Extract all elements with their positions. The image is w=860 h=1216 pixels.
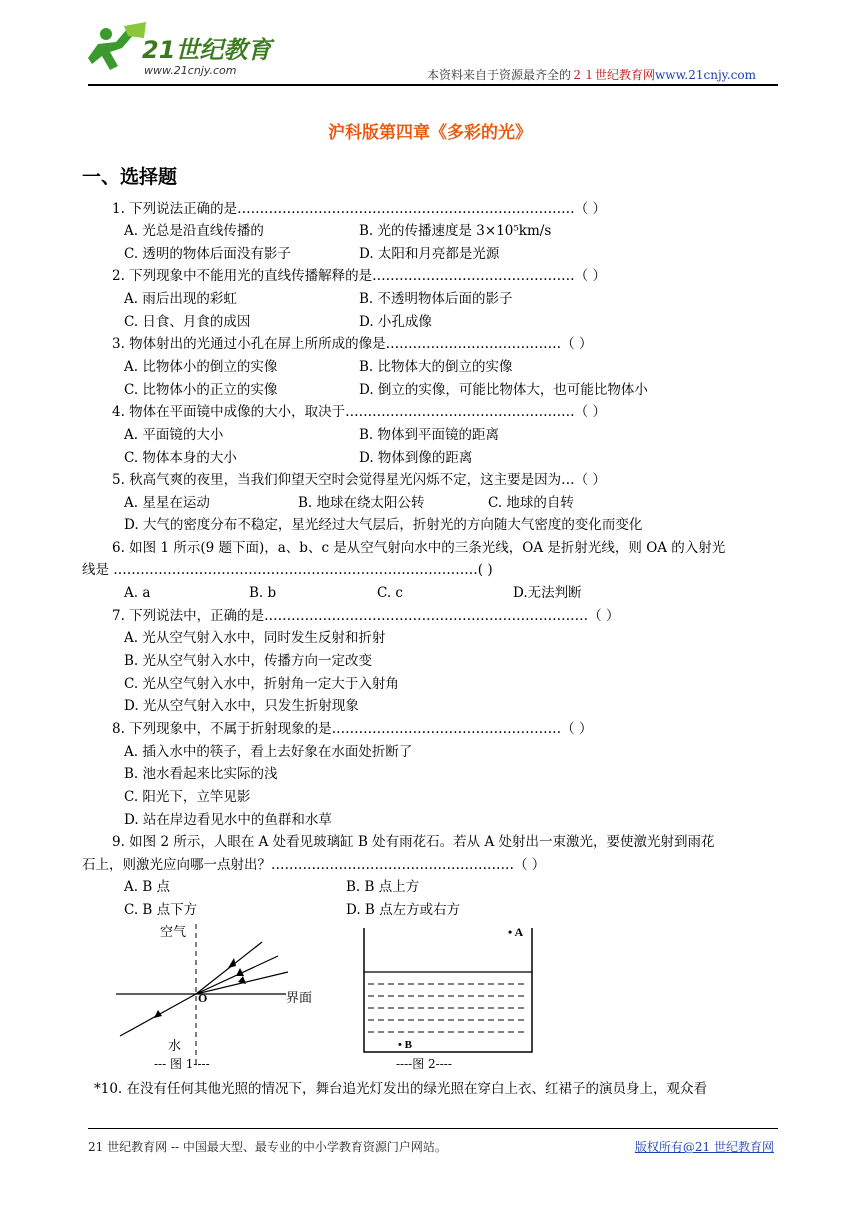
- text-line: 线是 ………………………………………………………………………( ): [82, 562, 493, 578]
- text-line: D. 倒立的实像，可能比物体大，也可能比物体小: [359, 382, 648, 398]
- text-line: 8. 下列现象中，不属于折射现象的是……………………………………………（ ）: [112, 721, 593, 737]
- air-label: 空气: [160, 925, 187, 940]
- text-line: A. 平面镜的大小: [124, 427, 224, 443]
- text-line: C. B 点下方: [124, 902, 198, 918]
- text-line: C. 日食、月食的成因: [124, 314, 251, 330]
- text-line: C. 比物体小的正立的实像: [124, 382, 278, 398]
- text-line: B. 物体到平面镜的距离: [359, 427, 500, 443]
- svg-text:21世纪教育: 21世纪教育: [142, 36, 272, 64]
- text-line: D. 站在岸边看见水中的鱼群和水草: [124, 812, 332, 828]
- text-line: A. 光从空气射入水中，同时发生反射和折射: [124, 630, 386, 646]
- text-line: 9. 如图 2 所示，人眼在 A 处看见玻璃缸 B 处有雨花石。若从 A 处射出一束激光，要使激光射到雨花: [112, 834, 715, 850]
- text-line: C. 物体本身的大小: [124, 450, 237, 466]
- figure-2-caption: ----图 2----: [396, 1057, 452, 1071]
- text-line: B. 光的传播速度是 3×10⁵km/s: [359, 223, 552, 239]
- text-line: 1. 下列说法正确的是…………………………………………………………………（ ）: [112, 201, 606, 217]
- point-a-label: • A: [508, 925, 524, 939]
- footer-rule: [88, 1128, 778, 1129]
- text-line: D.无法判断: [513, 585, 582, 601]
- text-line: D. 太阳和月亮都是光源: [359, 246, 500, 262]
- text-line: B. 池水看起来比实际的浅: [124, 766, 278, 782]
- text-line: 石上，则激光应向哪一点射出？………………………………………………（ ）: [82, 857, 546, 873]
- site-logo: [88, 22, 288, 82]
- svg-text:www.21cnjy.com: www.21cnjy.com: [144, 64, 237, 77]
- text-line: B. 不透明物体后面的影子: [359, 291, 513, 307]
- text-line: C. 阳光下，立竿见影: [124, 789, 251, 805]
- text-line: 7. 下列说法中，正确的是………………………………………………………………（ ）: [112, 608, 620, 624]
- figure-1-refraction-diagram: [110, 920, 330, 1070]
- text-line: *10. 在没有任何其他光照的情况下，舞台追光灯发出的绿光照在穿白上衣、红裙子的演员身上，观众看: [94, 1081, 708, 1097]
- figure-2-tank-diagram: [356, 922, 546, 1072]
- text-line: C. c: [377, 585, 403, 601]
- text-line: 3. 物体射出的光通过小孔在屏上所所成的像是…………………………………（ ）: [112, 336, 593, 352]
- text-line: D. 物体到像的距离: [359, 450, 473, 466]
- footer-copyright-link[interactable]: 版权所有@21 世纪教育网: [634, 1140, 774, 1154]
- document-title: 沪科版第四章《多彩的光》: [328, 123, 532, 143]
- figure-1-caption: --- 图 1----: [154, 1057, 210, 1070]
- text-line: 4. 物体在平面镜中成像的大小，取决于……………………………………………（ ）: [112, 404, 606, 420]
- header-tagline: 本资料来自于资源最齐全的２１世纪教育网www.21cnjy.com: [427, 68, 756, 82]
- text-line: C. 地球的自转: [488, 495, 574, 511]
- text-line: D. 大气的密度分布不稳定，星光经过大气层后，折射光的方向随大气密度的变化而变化: [124, 517, 643, 533]
- interface-label: 界面: [286, 991, 313, 1006]
- text-line: D. 光从空气射入水中，只发生折射现象: [124, 698, 359, 714]
- text-line: A. a: [124, 585, 151, 601]
- text-line: 5. 秋高气爽的夜里，当我们仰望天空时会觉得星光闪烁不定，这主要是因为…（ ）: [112, 472, 606, 488]
- point-b-label: • B: [398, 1039, 412, 1051]
- header-site-url[interactable]: www.21cnjy.com: [655, 68, 756, 82]
- text-line: C. 透明的物体后面没有影子: [124, 246, 291, 262]
- text-line: D. B 点左方或右方: [346, 902, 461, 918]
- text-line: A. 星星在运动: [124, 495, 210, 511]
- text-line: B. 光从空气射入水中，传播方向一定改变: [124, 653, 373, 669]
- text-line: A. B 点: [124, 879, 171, 895]
- header-rule: [88, 84, 778, 86]
- text-line: 6. 如图 1 所示(9 题下面)，a、b、c 是从空气射向水中的三条光线，OA 是折射光线，则 OA 的入射光: [112, 540, 726, 556]
- text-line: 2. 下列现象中不能用光的直线传播解释的是………………………………………（ ）: [112, 268, 606, 284]
- text-line: A. 雨后出现的彩虹: [124, 291, 237, 307]
- section-heading: 一、选择题: [82, 166, 178, 188]
- text-line: C. 光从空气射入水中，折射角一定大于入射角: [124, 676, 399, 692]
- text-line: B. B 点上方: [346, 879, 420, 895]
- text-line: B. 比物体大的倒立的实像: [359, 359, 513, 375]
- text-line: A. 插入水中的筷子，看上去好象在水面处折断了: [124, 744, 413, 760]
- logo-graphic: [88, 22, 288, 82]
- text-line: A. 光总是沿直线传播的: [124, 223, 264, 239]
- footer-text: 21 世纪教育网 -- 中国最大型、最专业的中小学教育资源门户网站。: [88, 1140, 447, 1154]
- text-line: A. 比物体小的倒立的实像: [124, 359, 278, 375]
- origin-label: O: [198, 991, 208, 1005]
- header-site-name: ２１世纪教育网: [571, 68, 656, 82]
- text-line: B. 地球在绕太阳公转: [298, 495, 425, 511]
- water-label: 水: [168, 1039, 182, 1054]
- text-line: D. 小孔成像: [359, 314, 432, 330]
- text-line: B. b: [249, 585, 277, 601]
